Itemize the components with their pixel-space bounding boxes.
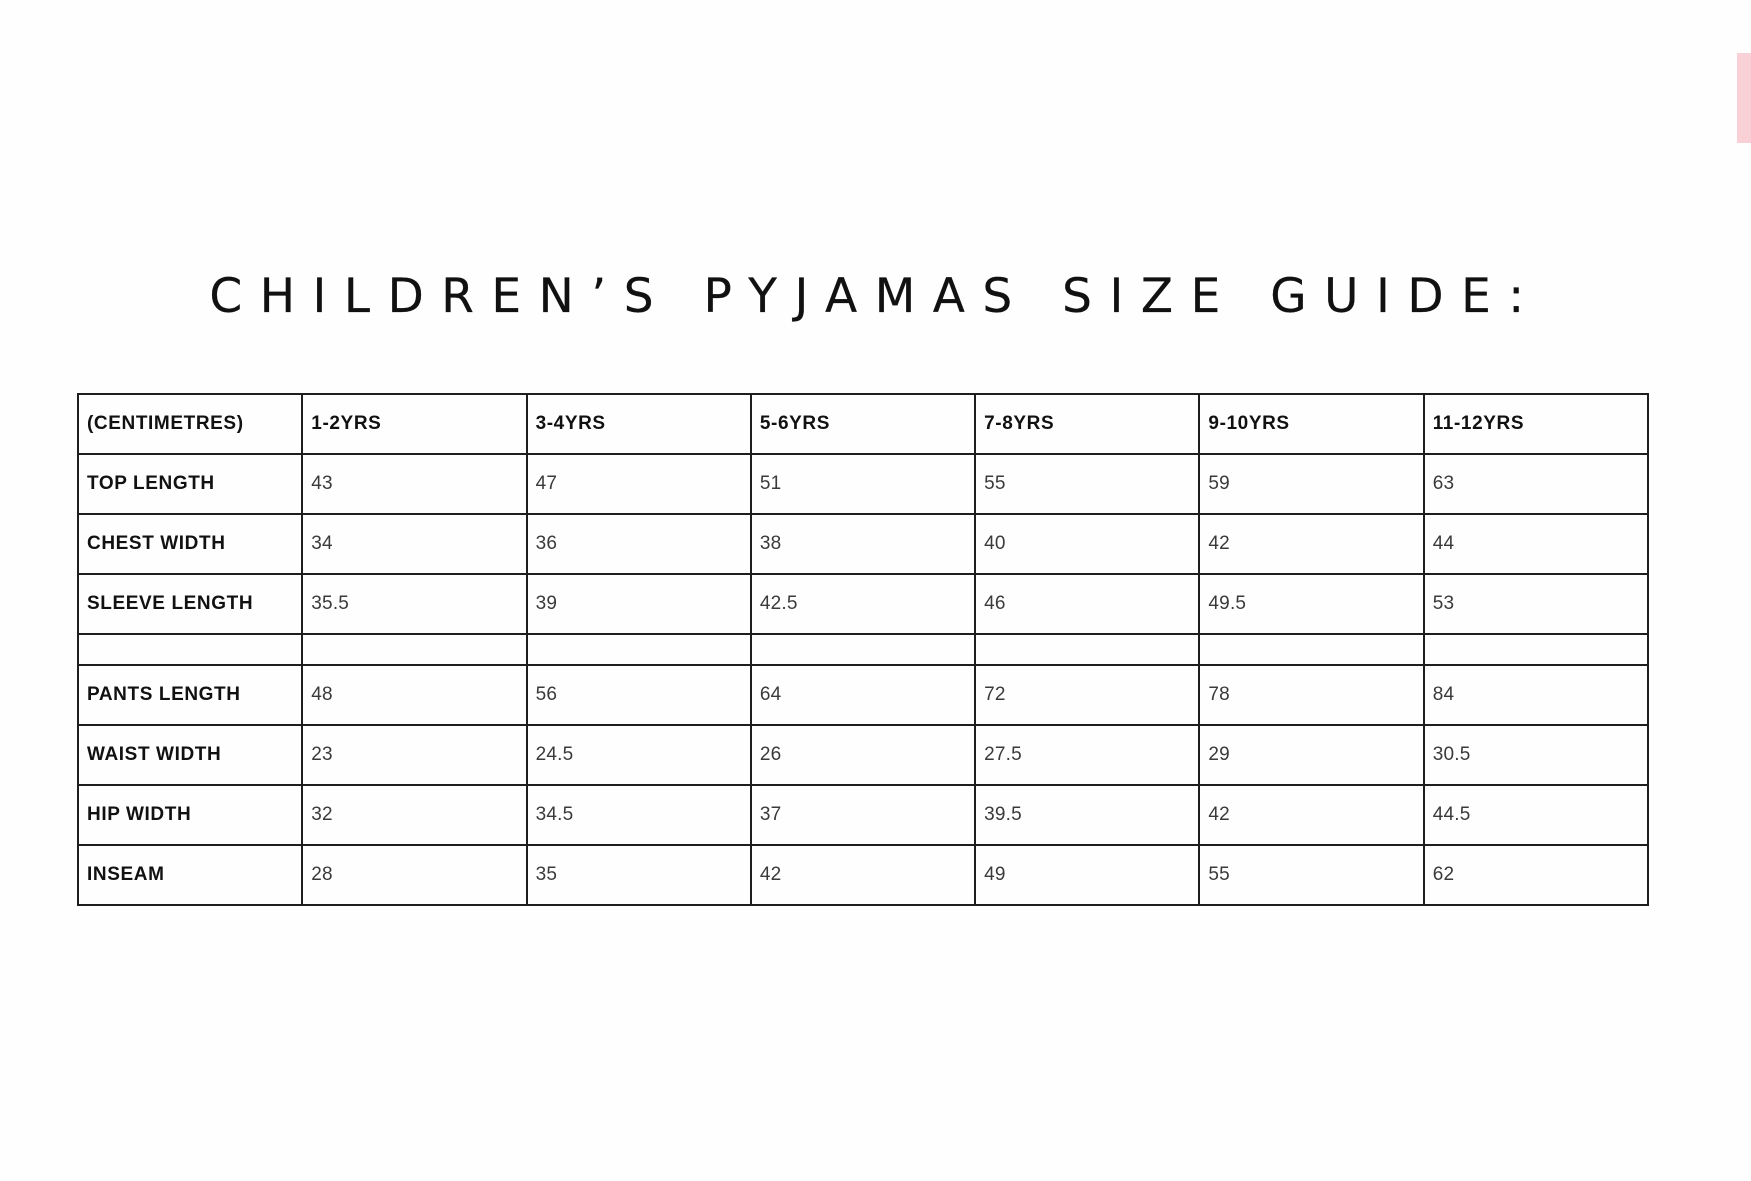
row-label: HIP WIDTH <box>78 785 302 845</box>
table-cell: 84 <box>1424 665 1648 725</box>
table-cell: 32 <box>302 785 526 845</box>
table-cell: 42.5 <box>751 574 975 634</box>
table-row-inseam <box>78 845 1648 905</box>
table-cell: 55 <box>1199 845 1423 905</box>
table-cell: 53 <box>1424 574 1648 634</box>
table-cell: 49.5 <box>1199 574 1423 634</box>
table-cell: 78 <box>1199 665 1423 725</box>
empty-cell <box>302 634 526 665</box>
table-cell: 27.5 <box>975 725 1199 785</box>
table-row-chest-width <box>78 514 1648 574</box>
table-cell: 44.5 <box>1424 785 1648 845</box>
page-title: CHILDREN’S PYJAMAS SIZE GUIDE: <box>209 269 1542 325</box>
table-cell: 42 <box>751 845 975 905</box>
table-cell: 24.5 <box>527 725 751 785</box>
empty-cell <box>78 634 302 665</box>
size-guide-table <box>77 393 1649 906</box>
table-cell: 49 <box>975 845 1199 905</box>
table-cell: 56 <box>527 665 751 725</box>
table-cell: 64 <box>751 665 975 725</box>
table-row-waist-width <box>78 725 1648 785</box>
table-cell: 23 <box>302 725 526 785</box>
table-cell: 35.5 <box>302 574 526 634</box>
table-cell: 34.5 <box>527 785 751 845</box>
unit-header: (CENTIMETRES) <box>78 394 302 454</box>
table-cell: 42 <box>1199 785 1423 845</box>
row-label: TOP LENGTH <box>78 454 302 514</box>
table-row-hip-width <box>78 785 1648 845</box>
table-cell: 38 <box>751 514 975 574</box>
table-row-top-length <box>78 454 1648 514</box>
table-cell: 43 <box>302 454 526 514</box>
empty-cell <box>751 634 975 665</box>
row-label: CHEST WIDTH <box>78 514 302 574</box>
table-cell: 51 <box>751 454 975 514</box>
empty-cell <box>527 634 751 665</box>
row-label: PANTS LENGTH <box>78 665 302 725</box>
table-cell: 36 <box>527 514 751 574</box>
table-cell: 42 <box>1199 514 1423 574</box>
table-row-sleeve-length <box>78 574 1648 634</box>
column-header-3-4yrs: 3-4YRS <box>527 394 751 454</box>
column-header-5-6yrs: 5-6YRS <box>751 394 975 454</box>
empty-cell <box>975 634 1199 665</box>
table-cell: 39 <box>527 574 751 634</box>
table-cell: 34 <box>302 514 526 574</box>
column-header-9-10yrs: 9-10YRS <box>1199 394 1423 454</box>
table-cell: 47 <box>527 454 751 514</box>
table-spacer-row <box>78 634 1648 665</box>
table-cell: 59 <box>1199 454 1423 514</box>
table-cell: 39.5 <box>975 785 1199 845</box>
table-cell: 30.5 <box>1424 725 1648 785</box>
pink-accent-bar <box>1737 53 1751 143</box>
table-cell: 46 <box>975 574 1199 634</box>
table-cell: 28 <box>302 845 526 905</box>
column-header-7-8yrs: 7-8YRS <box>975 394 1199 454</box>
column-header-1-2yrs: 1-2YRS <box>302 394 526 454</box>
table-cell: 63 <box>1424 454 1648 514</box>
table-cell: 26 <box>751 725 975 785</box>
table-header-row <box>78 394 1648 454</box>
table-cell: 35 <box>527 845 751 905</box>
column-header-11-12yrs: 11-12YRS <box>1424 394 1648 454</box>
row-label: SLEEVE LENGTH <box>78 574 302 634</box>
table-cell: 40 <box>975 514 1199 574</box>
row-label: WAIST WIDTH <box>78 725 302 785</box>
table-cell: 62 <box>1424 845 1648 905</box>
table-cell: 44 <box>1424 514 1648 574</box>
table-cell: 72 <box>975 665 1199 725</box>
table-cell: 48 <box>302 665 526 725</box>
empty-cell <box>1424 634 1648 665</box>
row-label: INSEAM <box>78 845 302 905</box>
table-cell: 55 <box>975 454 1199 514</box>
table-cell: 37 <box>751 785 975 845</box>
empty-cell <box>1199 634 1423 665</box>
table-row-pants-length <box>78 665 1648 725</box>
table-cell: 29 <box>1199 725 1423 785</box>
